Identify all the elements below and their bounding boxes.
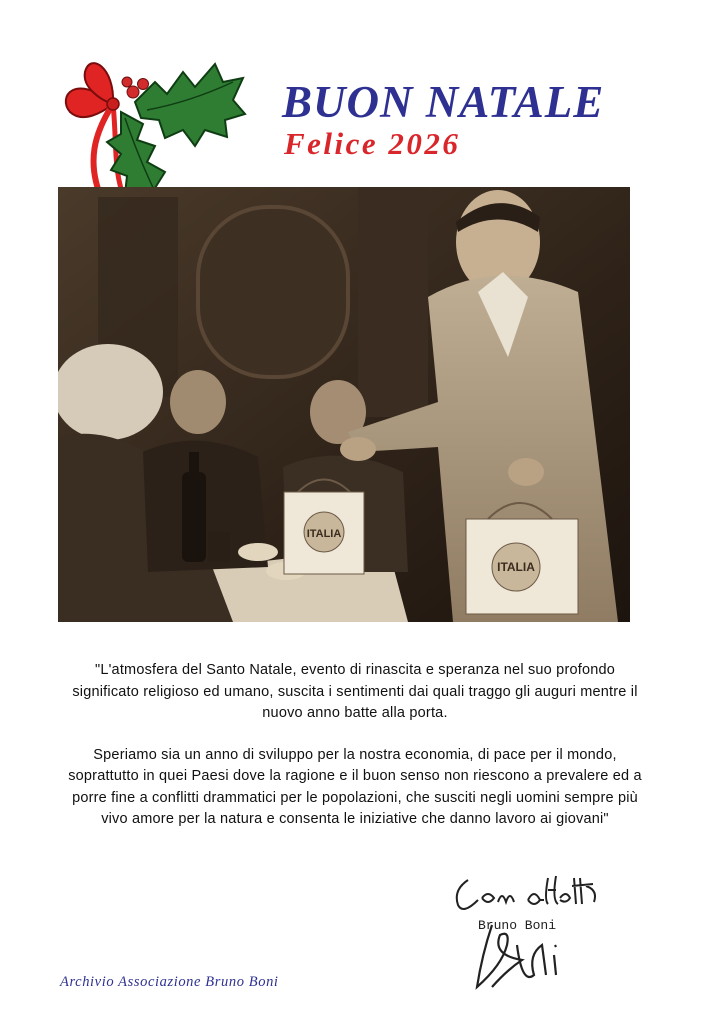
bag-label-left: ITALIA [306,528,342,540]
signature-name: Bruno Boni [478,918,557,933]
bag-label-right: ITALIA [497,560,535,574]
sepia-photograph [58,187,630,622]
handwritten-signature [462,915,572,995]
message-paragraph: "L'atmosfera del Santo Natale, evento di rinascita e speranza nel suo profondo significato religioso ed umano, suscita i sentimenti dai quali traggo gli auguri mentre il nuovo anno batte alla porta. [72,662,638,721]
page-title: BUON NATALE [282,77,605,127]
archive-credit: Archivio Associazione Bruno Boni [60,974,279,990]
handwritten-greeting [448,870,608,920]
message-paragraph: Speriamo sia un anno di sviluppo per la nostra economia, di pace per il mondo, soprattutto in quei Paesi dove la ragione e il buon senso non riescono a prevalere ed a porre fine a conflitti drammatici per le popolazioni, che susciti negli uomini sempre più vivo amore per la natura e consenta le iniziative che danno lavoro ai giovani" [68,746,642,827]
page-subtitle: Felice 2026 [284,126,461,161]
christmas-message [60,660,650,831]
